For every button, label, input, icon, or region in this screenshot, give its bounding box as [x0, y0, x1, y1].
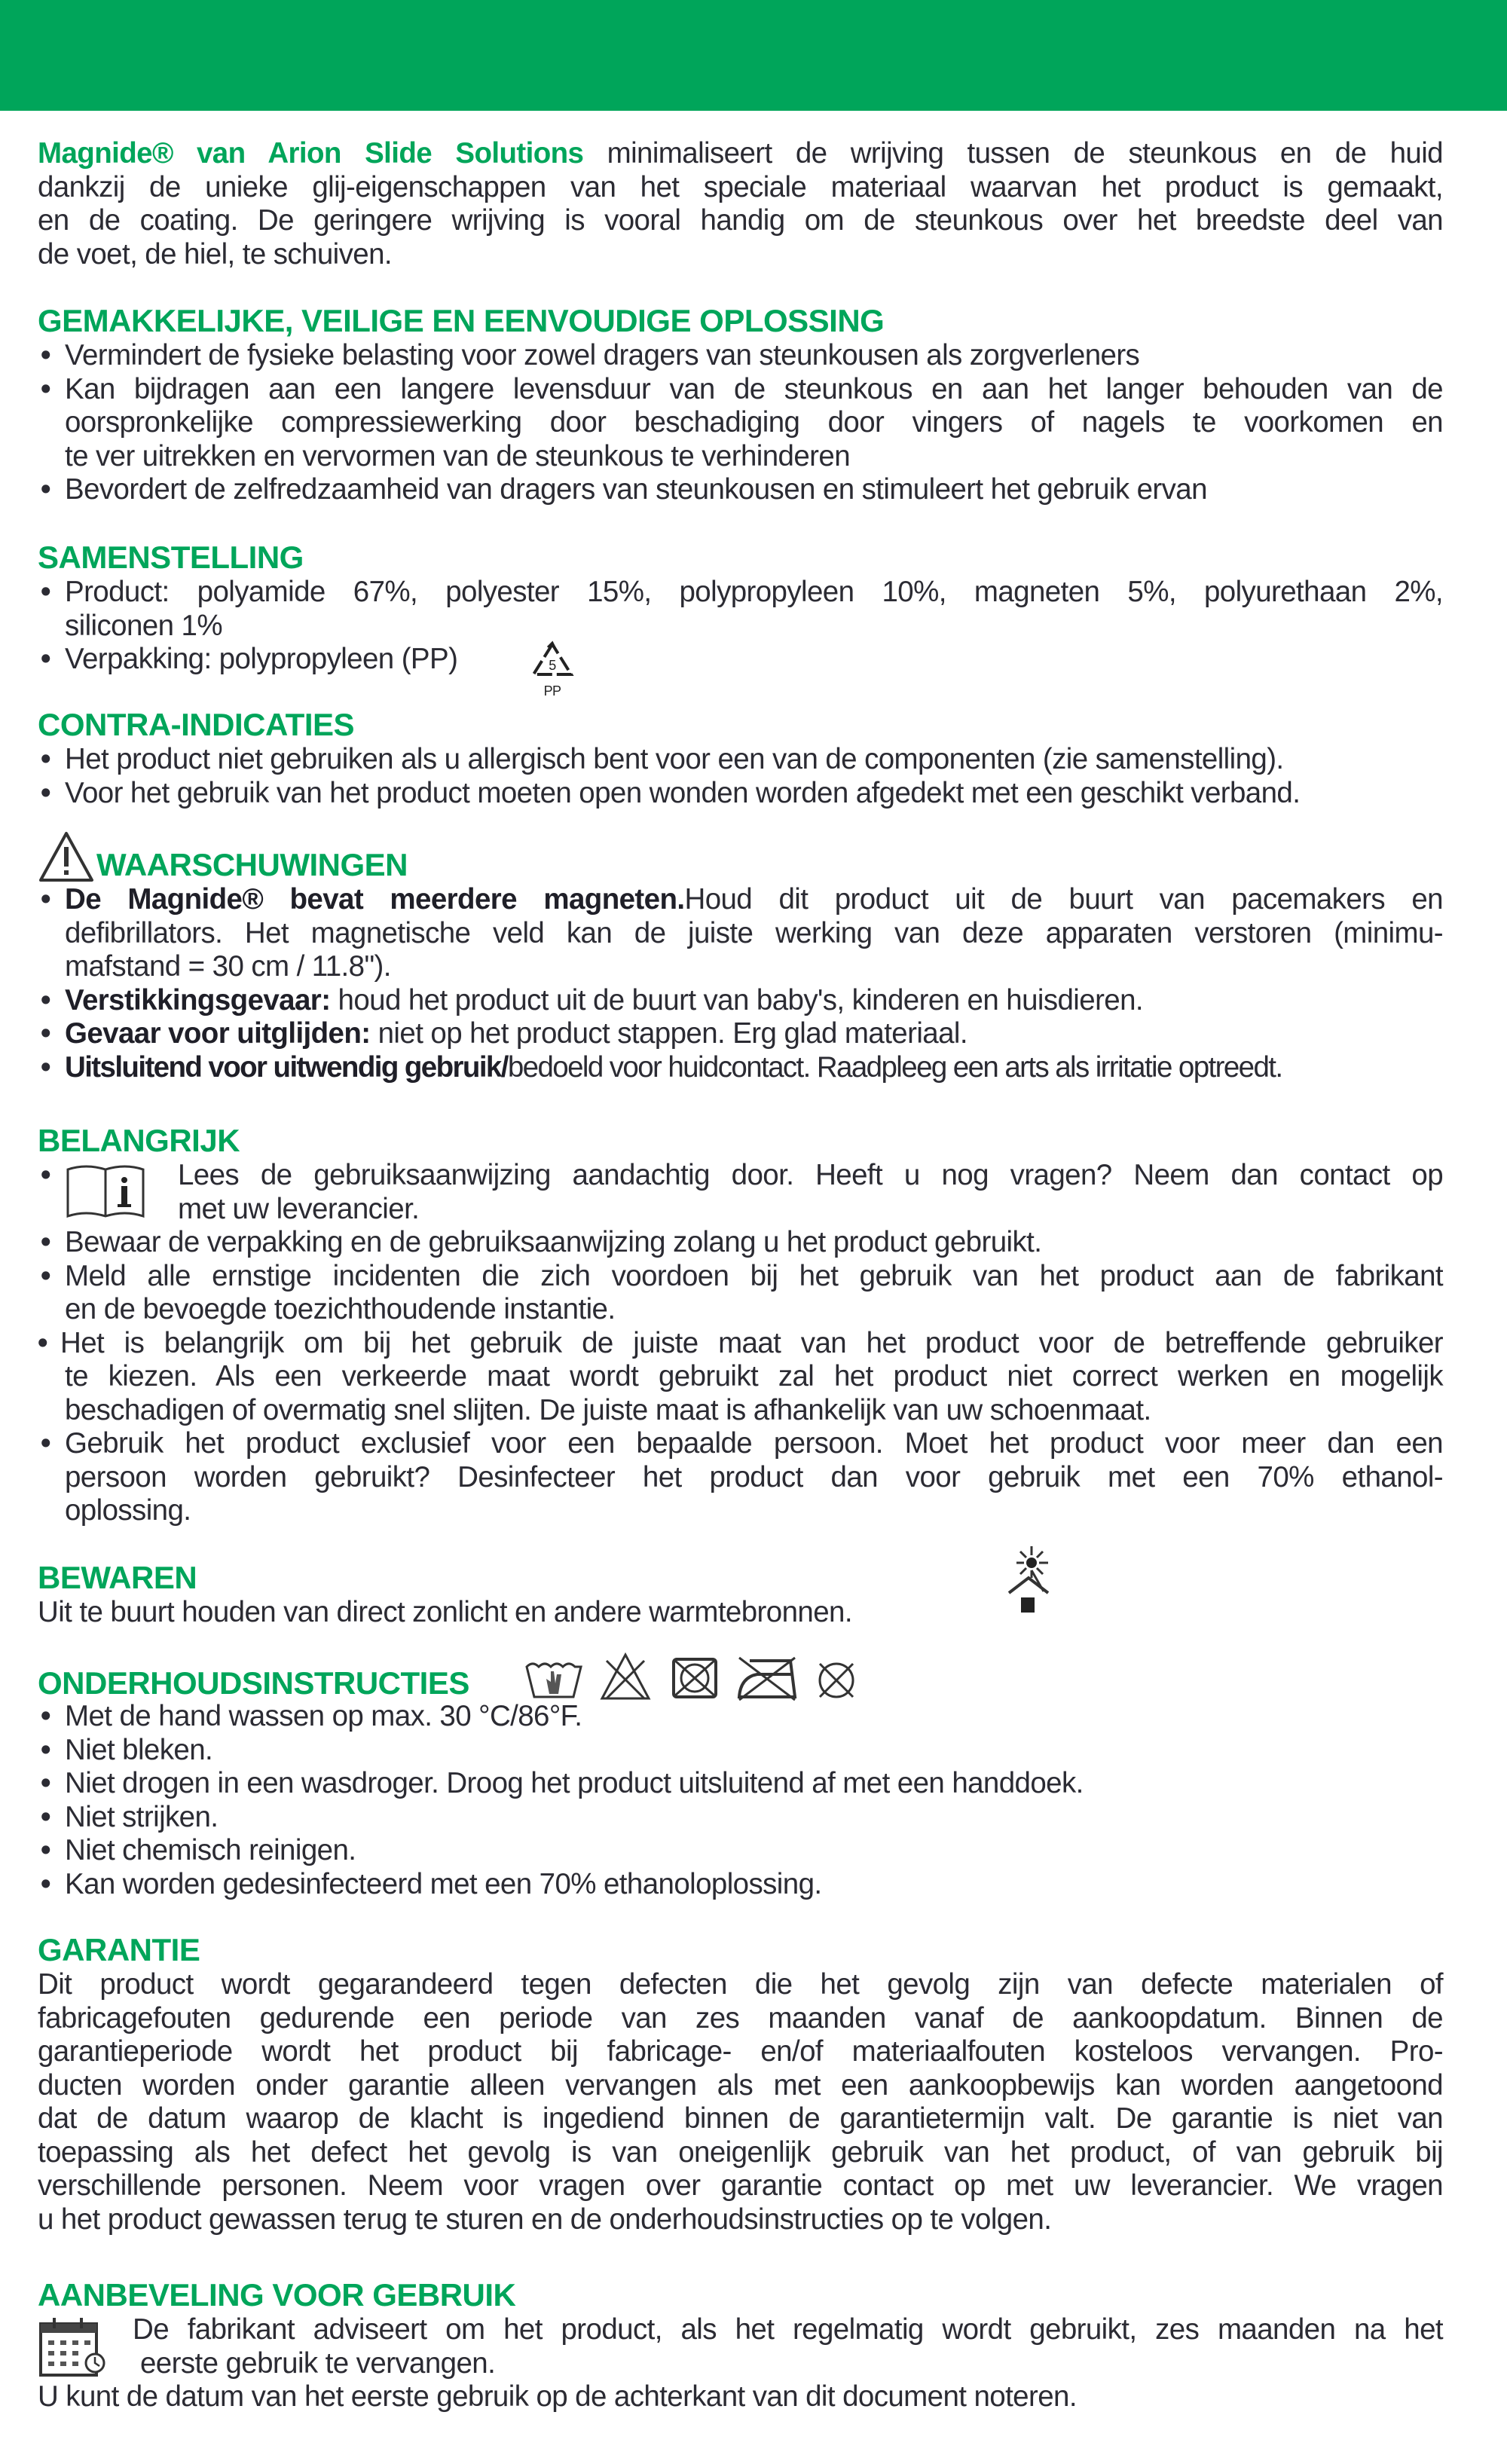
list-item: • Uitsluitend voor uitwendig gebruik/bedoeld voor huidcontact. Raadpleeg een arts als irritatie optreedt.	[41, 1050, 1282, 1084]
list-item: • Niet chemisch reinigen.	[41, 1834, 356, 1866]
list-item: • Verstikkingsgevaar: houd het product uit de buurt van baby's, kinderen en huisdieren.	[41, 983, 1144, 1016]
list-item: • Kan worden gedesinfecteerd met een 70% ethanoloplossing.	[41, 1867, 822, 1900]
important-heading: BELANGRIJK	[38, 1123, 240, 1158]
list-item: • Gebruik het product exclusief voor een bepaalde persoon. Moet het product voor meer dan een persoon worden gebruikt? Desinfecteer het product dan voor gebruik met een 70% ethanol- oplossing.	[41, 1427, 1443, 1527]
recommendation-note: U kunt de datum van het eerste gebruik op de achterkant van dit document noteren.	[38, 2380, 1077, 2413]
list-item: • Kan bijdragen aan een langere levensduur van de steunkous en aan het langer behouden van de oorspronkelijke compressiewerking door beschadiging door vingers of nagels te voorkomen en te ver uitrekken en vervormen van de steunkous te verhinderen	[41, 372, 1443, 472]
storage-text: Uit te buurt houden van direct zonlicht en andere warmtebronnen.	[38, 1596, 852, 1628]
list-item: • De Magnide® bevat meerdere magneten.Houd dit product uit de buurt van pacemakers en defibrillators. Het magnetische veld kan de juiste werking van deze apparaten verstoren (minimu- mafstand = 30 cm / 11.8").	[41, 883, 1443, 983]
intro-line: minimaliseert de wrijving tussen de steunkous en de huid	[583, 137, 1443, 170]
list-item: • Gevaar voor uitglijden: niet op het product stappen. Erg glad materiaal.	[41, 1017, 967, 1050]
svg-text:5: 5	[549, 658, 556, 673]
recycle-pp-5-icon	[526, 640, 579, 700]
list-item: • Het is belangrijk om bij het gebruik de juiste maat van het product voor de betreffende gebruiker te kiezen. Als een verkeerde maat wordt gebruikt zal het product niet correct werken en mogelijk beschadigen of overmatig snel slijten. De juiste maat is afhankelijk van uw schoenmaat.	[38, 1326, 1443, 1426]
intro-line: en de coating. De geringere wrijving is vooral handig om de steunkous over het breedste deel van	[38, 204, 1443, 237]
calendar-icon	[38, 2316, 109, 2380]
svg-text:PP: PP	[543, 683, 561, 699]
list-item: • Lees de gebruiksaanwijzing aandachtig door. Heeft u nog vragen? Neem dan contact op met uw leverancier.	[41, 1159, 1443, 1225]
recommendation-heading: AANBEVELING VOOR GEBRUIK	[38, 2277, 516, 2313]
list-item: • Met de hand wassen op max. 30 °C/86°F.	[41, 1700, 582, 1732]
list-item: • Voor het gebruik van het product moeten open wonden worden afgedekt met een geschikt verband.	[41, 776, 1301, 809]
hand-wash-icon	[524, 1656, 584, 1701]
do-not-bleach-icon	[599, 1652, 652, 1701]
composition-section	[38, 540, 1443, 699]
solution-section	[38, 303, 1443, 507]
intro-paragraph	[38, 137, 1443, 271]
list-item: • Verpakking: polypropyleen (PP) 5 PP	[38, 643, 1443, 680]
storage-heading: BEWAREN	[38, 1560, 197, 1595]
list-item: • Niet drogen in een wasdroger. Droog het product uitsluitend af met een handdoek.	[41, 1767, 1084, 1799]
do-not-iron-icon	[735, 1655, 799, 1703]
keep-away-from-sunlight-icon	[998, 1543, 1059, 1619]
list-item: • Meld alle ernstige incidenten die zich voordoen bij het gebruik van het product aan de fabrikant en de bevoegde toezichthoudende instantie.	[41, 1259, 1443, 1325]
contra-heading: CONTRA-INDICATIES	[38, 707, 355, 742]
warranty-heading: GARANTIE	[38, 1932, 200, 1967]
warnings-heading: WAARSCHUWINGEN	[96, 847, 408, 882]
list-item: • Vermindert de fysieke belasting voor zowel dragers van steunkousen als zorgverleners	[41, 339, 1140, 371]
intro-line: dankzij de unieke glij-eigenschappen van het speciale materiaal waarvan het product is gemaakt,	[38, 170, 1443, 203]
list-item: • Niet strijken.	[41, 1800, 219, 1833]
composition-heading: SAMENSTELLING	[38, 540, 304, 575]
intro-line: de voet, de hiel, te schuiven.	[38, 237, 392, 271]
care-heading: ONDERHOUDSINSTRUCTIES	[38, 1665, 469, 1701]
important-section	[38, 1123, 1443, 1528]
do-not-dry-clean-icon	[814, 1658, 859, 1703]
consult-instructions-icon	[65, 1162, 146, 1222]
list-item: • Bevordert de zelfredzaamheid van dragers van steunkousen en stimuleert het gebruik ervan	[41, 473, 1207, 506]
list-item: • Niet bleken.	[41, 1733, 213, 1766]
list-item: • Het product niet gebruiken als u allergisch bent voor een van de componenten (zie samenstelling).	[41, 743, 1284, 775]
contra-section	[38, 707, 1443, 810]
warnings-section	[38, 829, 1443, 1084]
recommendation-section: AANBEVELING VOOR GEBRUIK De fabrikant adviseert om het product, als het regelmatig wordt gebruikt, zes maanden na het eerste gebruik te vervangen. U kunt de datum van het eerste gebruik op de achterkant van dit document noteren.	[38, 2277, 1443, 2413]
do-not-tumble-dry-icon	[671, 1656, 719, 1700]
care-section	[38, 1662, 1443, 1901]
warning-triangle-icon	[38, 830, 95, 883]
warranty-text: Dit product wordt gegarandeerd tegen defecten die het gevolg zijn van defecte materialen of fabricagefouten gedurende een periode van zes maanden vanaf de aankoopdatum. Binnen de garantieperiode wordt het product bij fabricage- en/of materiaalfouten kosteloos vervangen. Pro- ducten worden onder garantie alleen vervangen als met een aankoopbewijs kan worden aangetoond dat de datum waarop de klacht is ingediend binnen de garantietermijn valt. De garantie is niet van toepassing als het defect het gevolg is van oneigenlijk gebruik van het product, of van gebruik bij verschillende personen. Neem voor vragen over garantie contact op met uw leverancier. We vragen u het product gewassen terug te sturen en de onderhoudsinstructies op te volgen.	[38, 1968, 1443, 2236]
storage-section	[38, 1560, 1443, 1630]
list-item: • Product: polyamide 67%, polyester 15%, polypropyleen 10%, magneten 5%, polyurethaan 2%, siliconen 1%	[41, 576, 1443, 642]
solution-heading: GEMAKKELIJKE, VEILIGE EN EENVOUDIGE OPLOSSING	[38, 303, 885, 338]
brand-name: Magnide® van Arion Slide Solutions	[38, 137, 584, 170]
warranty-section	[38, 1932, 1443, 2236]
header-bar	[0, 0, 1507, 111]
list-item: • Bewaar de verpakking en de gebruiksaanwijzing zolang u het product gebruikt.	[41, 1226, 1042, 1258]
